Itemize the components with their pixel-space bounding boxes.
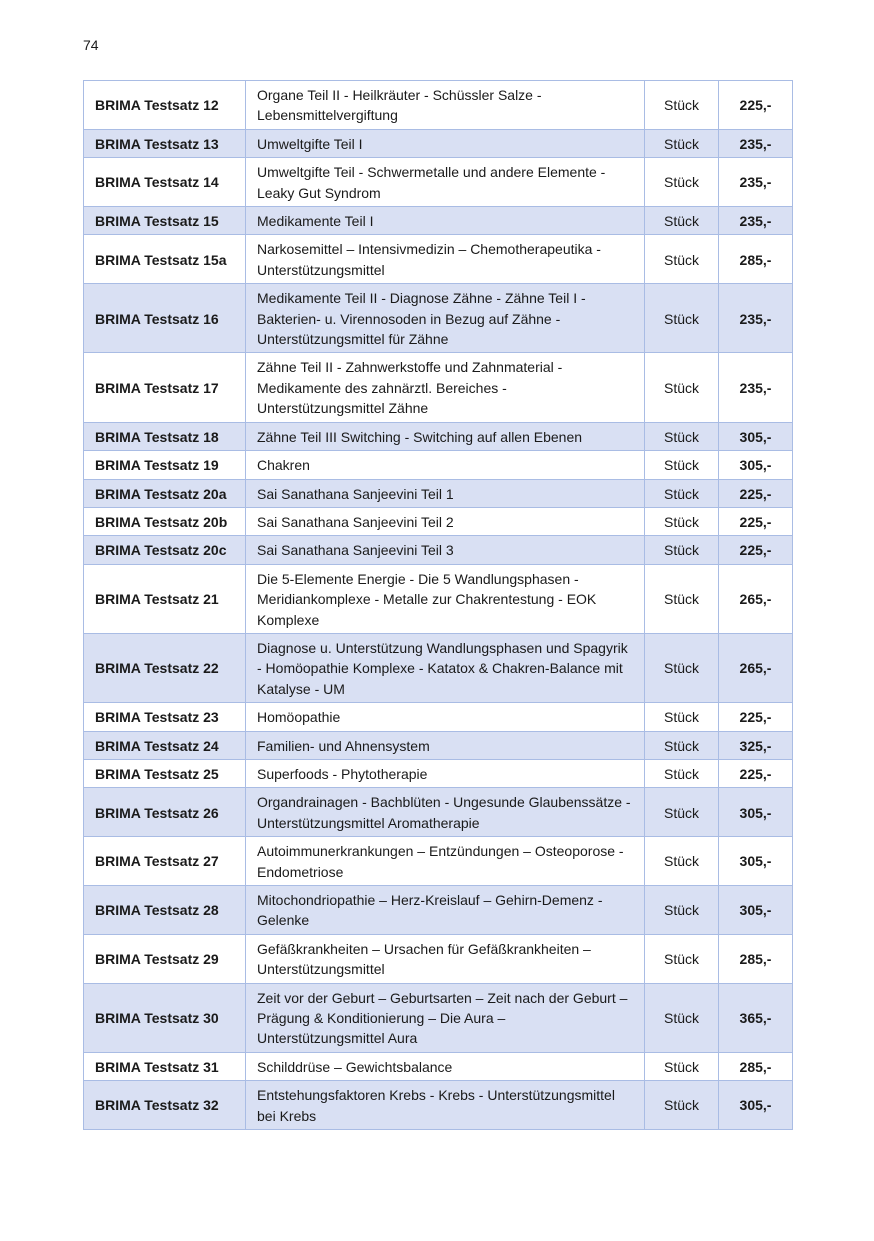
unit-cell: Stück: [645, 886, 719, 935]
price-table: [83, 80, 793, 1130]
product-name-cell: BRIMA Testsatz 14: [84, 158, 246, 207]
price-cell: 225,-: [719, 507, 793, 535]
product-description-cell: Umweltgifte Teil - Schwermetalle und andere Elemente - Leaky Gut Syndrom: [246, 158, 645, 207]
product-name-cell: BRIMA Testsatz 22: [84, 633, 246, 702]
price-cell: 285,-: [719, 1052, 793, 1080]
product-name-cell: BRIMA Testsatz 19: [84, 451, 246, 479]
table-row: [84, 479, 793, 507]
product-name-cell: BRIMA Testsatz 15: [84, 207, 246, 235]
table-row: [84, 759, 793, 787]
table-row: [84, 703, 793, 731]
table-row: [84, 564, 793, 633]
product-description-cell: Gefäßkrankheiten – Ursachen für Gefäßkrankheiten – Unterstützungsmittel: [246, 934, 645, 983]
price-cell: 285,-: [719, 934, 793, 983]
product-description-cell: Organdrainagen - Bachblüten - Ungesunde Glaubenssätze - Unterstützungsmittel Aromatherapie: [246, 788, 645, 837]
product-name-cell: BRIMA Testsatz 21: [84, 564, 246, 633]
product-name-cell: BRIMA Testsatz 25: [84, 759, 246, 787]
unit-cell: Stück: [645, 235, 719, 284]
price-cell: 305,-: [719, 422, 793, 450]
unit-cell: Stück: [645, 284, 719, 353]
table-row: [84, 886, 793, 935]
price-cell: 225,-: [719, 703, 793, 731]
product-description-cell: Sai Sanathana Sanjeevini Teil 3: [246, 536, 645, 564]
product-name-cell: BRIMA Testsatz 12: [84, 81, 246, 130]
product-description-cell: Autoimmunerkrankungen – Entzündungen – Osteoporose - Endometriose: [246, 837, 645, 886]
product-name-cell: BRIMA Testsatz 13: [84, 129, 246, 157]
price-cell: 225,-: [719, 759, 793, 787]
unit-cell: Stück: [645, 129, 719, 157]
table-row: [84, 235, 793, 284]
product-name-cell: BRIMA Testsatz 15a: [84, 235, 246, 284]
table-row: [84, 353, 793, 422]
price-cell: 235,-: [719, 284, 793, 353]
product-name-cell: BRIMA Testsatz 31: [84, 1052, 246, 1080]
table-row: [84, 934, 793, 983]
table-row: [84, 129, 793, 157]
page-number: 74: [83, 37, 99, 53]
unit-cell: Stück: [645, 983, 719, 1052]
product-description-cell: Sai Sanathana Sanjeevini Teil 1: [246, 479, 645, 507]
product-name-cell: BRIMA Testsatz 28: [84, 886, 246, 935]
product-name-cell: BRIMA Testsatz 29: [84, 934, 246, 983]
product-description-cell: Diagnose u. Unterstützung Wandlungsphasen und Spagyrik - Homöopathie Komplexe - Katatox & Chakren-Balance mit Katalyse - UM: [246, 633, 645, 702]
product-description-cell: Familien- und Ahnensystem: [246, 731, 645, 759]
product-description-cell: Sai Sanathana Sanjeevini Teil 2: [246, 507, 645, 535]
product-name-cell: BRIMA Testsatz 17: [84, 353, 246, 422]
price-cell: 305,-: [719, 451, 793, 479]
price-table-body: [84, 81, 793, 1130]
table-row: [84, 422, 793, 450]
product-description-cell: Zähne Teil III Switching - Switching auf allen Ebenen: [246, 422, 645, 450]
table-row: [84, 451, 793, 479]
product-description-cell: Schilddrüse – Gewichtsbalance: [246, 1052, 645, 1080]
product-description-cell: Superfoods - Phytotherapie: [246, 759, 645, 787]
table-row: [84, 731, 793, 759]
table-row: [84, 1052, 793, 1080]
unit-cell: Stück: [645, 934, 719, 983]
table-row: [84, 284, 793, 353]
product-name-cell: BRIMA Testsatz 23: [84, 703, 246, 731]
unit-cell: Stück: [645, 536, 719, 564]
price-cell: 285,-: [719, 235, 793, 284]
product-description-cell: Die 5-Elemente Energie - Die 5 Wandlungsphasen - Meridiankomplexe - Metalle zur Chakrentestung - EOK Komplexe: [246, 564, 645, 633]
price-cell: 225,-: [719, 536, 793, 564]
table-row: [84, 536, 793, 564]
product-name-cell: BRIMA Testsatz 20b: [84, 507, 246, 535]
unit-cell: Stück: [645, 507, 719, 535]
product-name-cell: BRIMA Testsatz 20a: [84, 479, 246, 507]
unit-cell: Stück: [645, 837, 719, 886]
product-description-cell: Entstehungsfaktoren Krebs - Krebs - Unterstützungsmittel bei Krebs: [246, 1081, 645, 1130]
product-name-cell: BRIMA Testsatz 27: [84, 837, 246, 886]
unit-cell: Stück: [645, 564, 719, 633]
product-name-cell: BRIMA Testsatz 30: [84, 983, 246, 1052]
price-cell: 265,-: [719, 633, 793, 702]
unit-cell: Stück: [645, 207, 719, 235]
product-name-cell: BRIMA Testsatz 24: [84, 731, 246, 759]
table-row: [84, 81, 793, 130]
price-cell: 305,-: [719, 788, 793, 837]
unit-cell: Stück: [645, 731, 719, 759]
product-name-cell: BRIMA Testsatz 26: [84, 788, 246, 837]
product-description-cell: Zeit vor der Geburt – Geburtsarten – Zeit nach der Geburt – Prägung & Konditionierung – Die Aura – Unterstützungsmittel Aura: [246, 983, 645, 1052]
product-description-cell: Medikamente Teil I: [246, 207, 645, 235]
price-cell: 365,-: [719, 983, 793, 1052]
unit-cell: Stück: [645, 1052, 719, 1080]
product-description-cell: Medikamente Teil II - Diagnose Zähne - Zähne Teil I - Bakterien- u. Virennosoden in Bezug auf Zähne - Unterstützungsmittel für Zähne: [246, 284, 645, 353]
unit-cell: Stück: [645, 788, 719, 837]
unit-cell: Stück: [645, 422, 719, 450]
table-row: [84, 837, 793, 886]
table-row: [84, 158, 793, 207]
product-name-cell: BRIMA Testsatz 18: [84, 422, 246, 450]
price-cell: 305,-: [719, 886, 793, 935]
price-cell: 325,-: [719, 731, 793, 759]
product-name-cell: BRIMA Testsatz 32: [84, 1081, 246, 1130]
price-cell: 225,-: [719, 479, 793, 507]
unit-cell: Stück: [645, 633, 719, 702]
table-row: [84, 507, 793, 535]
product-description-cell: Umweltgifte Teil I: [246, 129, 645, 157]
price-cell: 265,-: [719, 564, 793, 633]
product-description-cell: Homöopathie: [246, 703, 645, 731]
price-cell: 305,-: [719, 837, 793, 886]
table-row: [84, 983, 793, 1052]
product-description-cell: Narkosemittel – Intensivmedizin – Chemotherapeutika - Unterstützungsmittel: [246, 235, 645, 284]
product-description-cell: Organe Teil II - Heilkräuter - Schüssler Salze - Lebensmittelvergiftung: [246, 81, 645, 130]
table-row: [84, 633, 793, 702]
unit-cell: Stück: [645, 353, 719, 422]
table-row: [84, 1081, 793, 1130]
product-name-cell: BRIMA Testsatz 20c: [84, 536, 246, 564]
product-description-cell: Chakren: [246, 451, 645, 479]
product-description-cell: Mitochondriopathie – Herz-Kreislauf – Gehirn-Demenz - Gelenke: [246, 886, 645, 935]
unit-cell: Stück: [645, 158, 719, 207]
price-cell: 235,-: [719, 158, 793, 207]
price-cell: 235,-: [719, 353, 793, 422]
unit-cell: Stück: [645, 1081, 719, 1130]
product-name-cell: BRIMA Testsatz 16: [84, 284, 246, 353]
price-cell: 235,-: [719, 129, 793, 157]
table-row: [84, 788, 793, 837]
table-row: [84, 207, 793, 235]
price-cell: 225,-: [719, 81, 793, 130]
unit-cell: Stück: [645, 759, 719, 787]
unit-cell: Stück: [645, 479, 719, 507]
unit-cell: Stück: [645, 81, 719, 130]
product-description-cell: Zähne Teil II - Zahnwerkstoffe und Zahnmaterial - Medikamente des zahnärztl. Bereiches - Unterstützungsmittel Zähne: [246, 353, 645, 422]
price-cell: 305,-: [719, 1081, 793, 1130]
unit-cell: Stück: [645, 451, 719, 479]
price-cell: 235,-: [719, 207, 793, 235]
unit-cell: Stück: [645, 703, 719, 731]
